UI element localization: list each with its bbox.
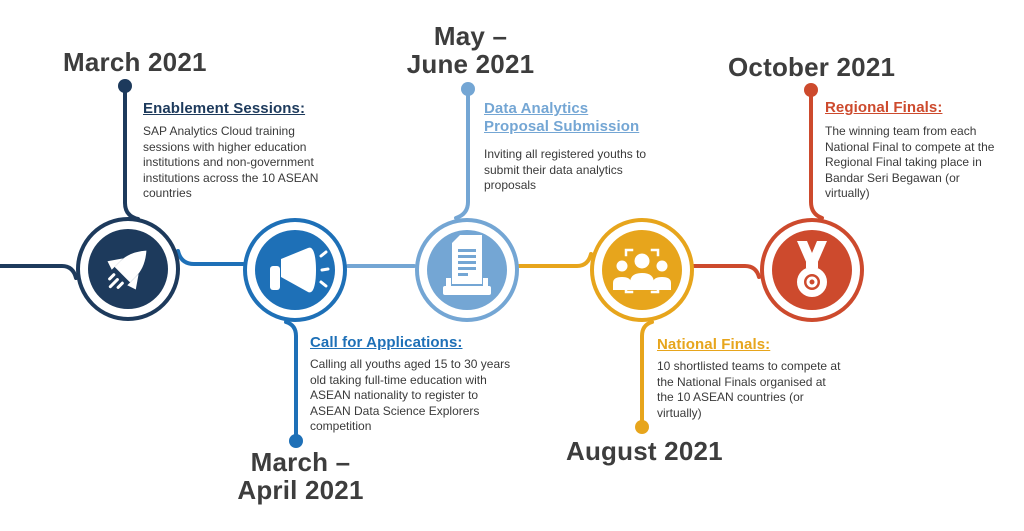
stem-milestone-1 bbox=[125, 90, 138, 219]
stem-milestone-5 bbox=[811, 95, 822, 218]
milestone-description: Calling all youths aged 15 to 30 years old taking full-time education with ASEAN nationality to register to ASEAN Data Science Explorers competition bbox=[310, 357, 511, 433]
milestone-date: March – April 2021 bbox=[237, 447, 364, 505]
milestone-description: Inviting all registered youths to submit their data analytics proposals bbox=[484, 147, 647, 192]
stem-milestone-4 bbox=[642, 322, 652, 422]
connector-3-4 bbox=[519, 254, 591, 266]
milestone-description: The winning team from each National Final to compete at the Regional Final taking place in Bandar Seri Begawan (or virtually) bbox=[825, 124, 995, 200]
milestone-title: Call for Applications: bbox=[310, 334, 463, 351]
milestone-title: Enablement Sessions: bbox=[143, 100, 306, 117]
stem-milestone-3 bbox=[456, 93, 468, 218]
milestone-date: March 2021 bbox=[63, 47, 207, 77]
date-dot bbox=[289, 434, 303, 448]
connector-4-5 bbox=[694, 266, 759, 277]
stem-milestone-2 bbox=[286, 322, 296, 436]
milestone-title: Regional Finals: bbox=[825, 99, 943, 116]
date-dot bbox=[461, 82, 475, 96]
date-dot bbox=[118, 79, 132, 93]
connector-left-edge bbox=[0, 266, 76, 278]
connector-1-2 bbox=[178, 251, 243, 264]
milestone-date: May – June 2021 bbox=[406, 21, 535, 79]
milestone-date: October 2021 bbox=[728, 52, 896, 82]
milestone-description: SAP Analytics Cloud training sessions with higher education institutions and non-government institutions across the 10 ASEAN countries bbox=[143, 124, 319, 200]
milestone-description: 10 shortlisted teams to compete at the National Finals organised at the 10 ASEAN countries (or virtually) bbox=[657, 359, 841, 420]
milestone-date: August 2021 bbox=[566, 436, 723, 466]
date-dot bbox=[635, 420, 649, 434]
milestone-title: National Finals: bbox=[657, 336, 771, 353]
date-dot bbox=[804, 83, 818, 97]
node-disc bbox=[602, 230, 682, 310]
milestone-title: Data Analytics Proposal Submission bbox=[484, 100, 640, 135]
